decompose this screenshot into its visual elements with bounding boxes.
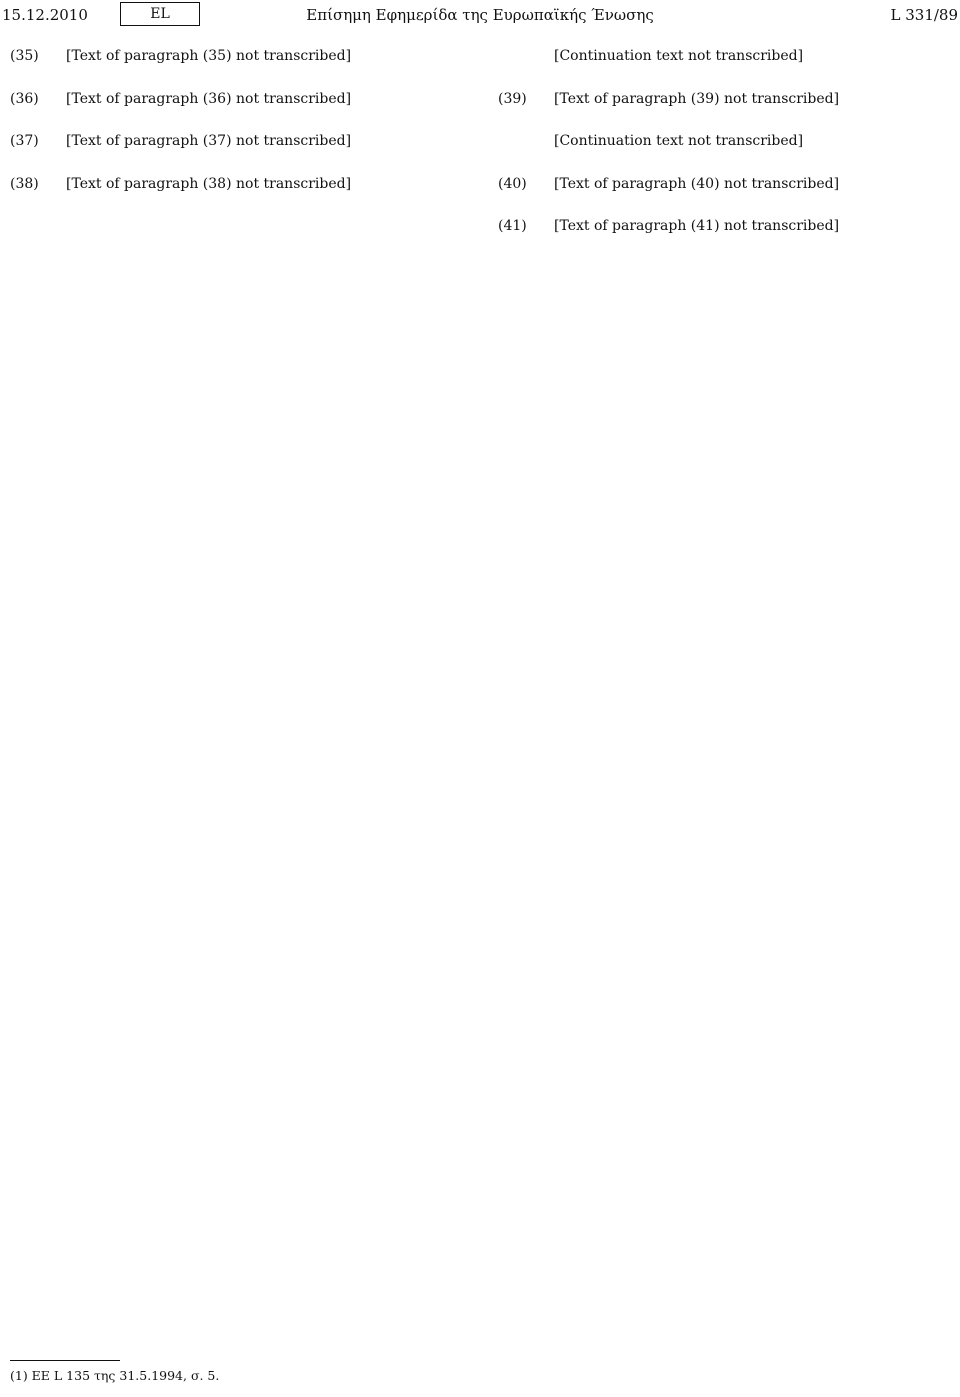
continuation-text: [Continuation text not transcribed] (554, 133, 804, 149)
paragraph-text: [Text of paragraph (40) not transcribed] (554, 175, 840, 192)
paragraph-number: (38) (10, 175, 39, 192)
paragraph-36 (10, 89, 440, 110)
paragraph-number: (39) (498, 90, 527, 107)
paragraph-37 (10, 131, 440, 152)
paragraph-text: [Text of paragraph (39) not transcribed] (554, 90, 840, 107)
paragraph-39 (498, 89, 928, 110)
journal-title: Επίσημη Εφημερίδα της Ευρωπαϊκής Ένωσης (306, 6, 654, 24)
paragraph-text: [Text of paragraph (41) not transcribed] (554, 218, 840, 234)
paragraph-number: (37) (10, 133, 39, 149)
paragraph-text: [Text of paragraph (38) not transcribed] (66, 175, 352, 192)
paragraph-38 (10, 174, 440, 195)
page-header (0, 0, 960, 30)
paragraph-text: [Text of paragraph (37) not transcribed] (66, 133, 352, 149)
paragraph-number: (41) (498, 218, 527, 234)
language-box: EL (120, 2, 200, 26)
footnote-rule (10, 1360, 120, 1361)
paragraph-41 (498, 216, 928, 237)
paragraph-number: (40) (498, 175, 527, 192)
page-number: L 331/89 (890, 6, 958, 24)
header-date: 15.12.2010 (2, 6, 88, 24)
left-column (10, 46, 440, 216)
continuation-text: [Continuation text not transcribed] (554, 48, 804, 64)
paragraph-number: (35) (10, 48, 39, 64)
paragraph-35 (10, 46, 440, 67)
paragraph-number: (36) (10, 90, 39, 107)
footnote: (1) ΕΕ L 135 της 31.5.1994, σ. 5. (10, 1368, 220, 1383)
paragraph-40 (498, 174, 928, 195)
right-column (498, 46, 928, 259)
paragraph-text: [Text of paragraph (36) not transcribed] (66, 90, 352, 107)
paragraph-text: [Text of paragraph (35) not transcribed] (66, 48, 352, 64)
